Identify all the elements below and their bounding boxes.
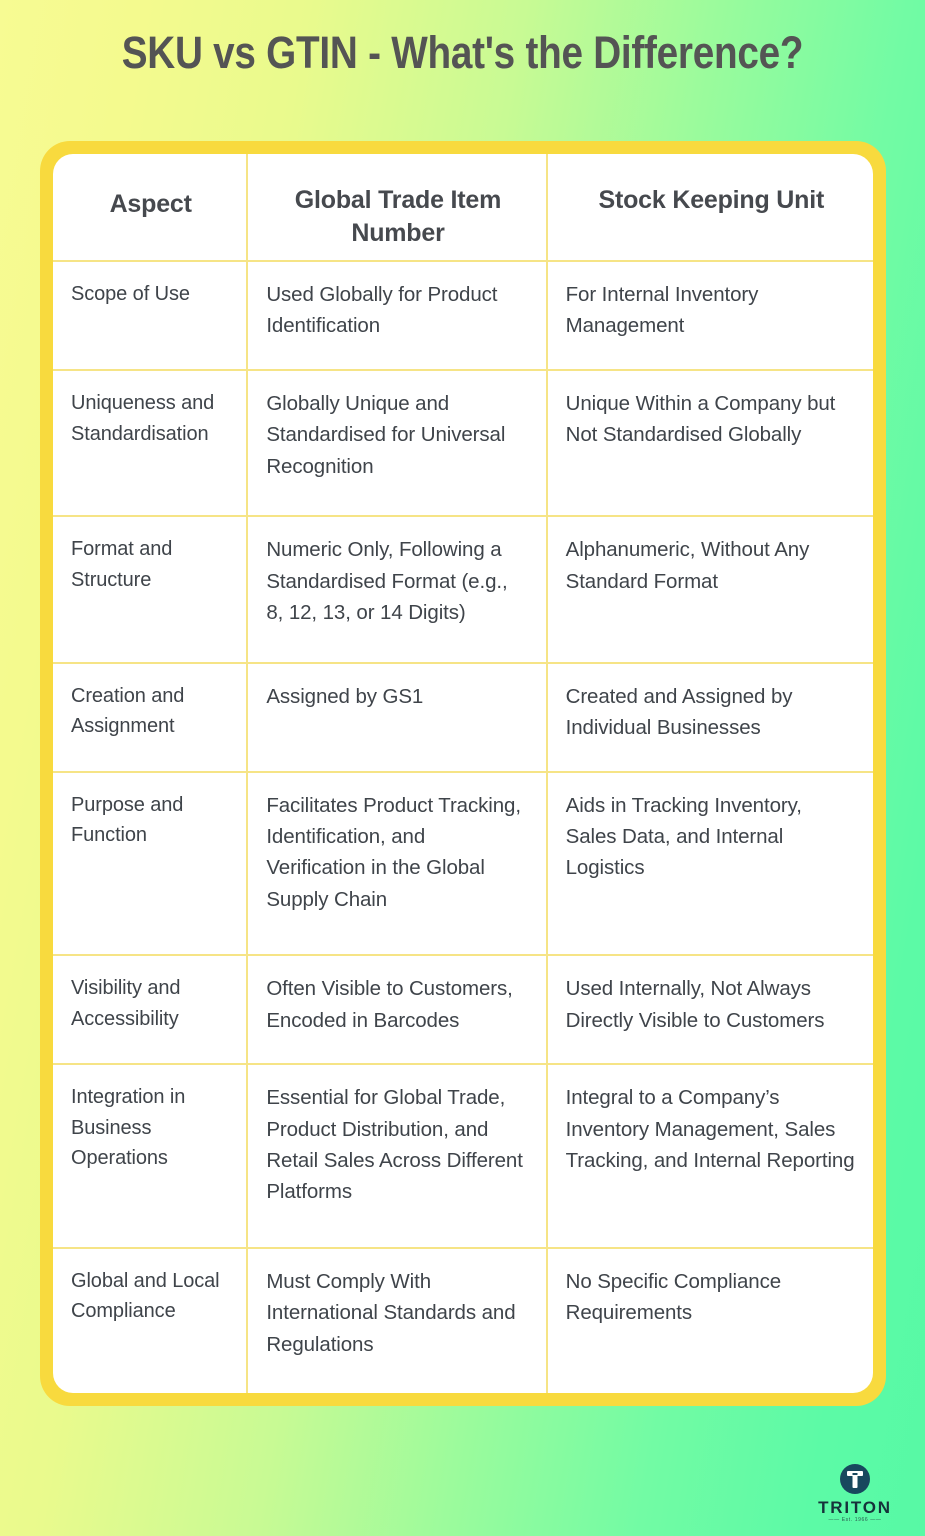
- cell-aspect: Creation and Assignment: [53, 663, 247, 772]
- cell-aspect: Format and Structure: [53, 516, 247, 662]
- triton-badge-icon: [840, 1464, 870, 1494]
- cell-sku: Integral to a Company’s Inventory Management, Sales Tracking, and Internal Reporting: [547, 1064, 873, 1248]
- cell-gtin: Assigned by GS1: [247, 663, 546, 772]
- brand-logo: [807, 1464, 903, 1523]
- comparison-table: [53, 154, 873, 1393]
- column-header-gtin: Global Trade Item Number: [247, 154, 546, 261]
- cell-gtin: Often Visible to Customers, Encoded in Barcodes: [247, 955, 546, 1064]
- cell-gtin: Must Comply With International Standards and Regulations: [247, 1248, 546, 1393]
- column-header-sku: Stock Keeping Unit: [547, 154, 873, 261]
- cell-aspect: Integration in Business Operations: [53, 1064, 247, 1248]
- table-row: [53, 261, 873, 370]
- letter-t-notch: [853, 1473, 858, 1475]
- cell-sku: Unique Within a Company but Not Standardised Globally: [547, 370, 873, 516]
- cell-aspect: Global and Local Compliance: [53, 1248, 247, 1393]
- brand-wordmark: TRITON: [818, 1498, 892, 1517]
- table-row: [53, 663, 873, 772]
- table-header-row: [53, 154, 873, 261]
- column-header-aspect: Aspect: [53, 154, 247, 261]
- cell-gtin: Essential for Global Trade, Product Distribution, and Retail Sales Across Different Platforms: [247, 1064, 546, 1248]
- brand-tagline: —— Est. 1966 ——: [828, 1517, 882, 1523]
- table-row: [53, 955, 873, 1064]
- table-row: [53, 1248, 873, 1393]
- comparison-card: [40, 141, 886, 1406]
- page-title: SKU vs GTIN - What's the Difference?: [121, 27, 804, 78]
- cell-sku: No Specific Compliance Requirements: [565, 1269, 782, 1325]
- cell-sku: Aids in Tracking Inventory, Sales Data, and Internal Logistics: [547, 772, 873, 956]
- table-header: [53, 154, 873, 261]
- table-body: [53, 261, 873, 1393]
- cell-aspect: Visibility and Accessibility: [53, 955, 247, 1064]
- cell-sku: Used Internally, Not Always Directly Visible to Customers: [547, 955, 873, 1064]
- cell-gtin: Used Globally for Product Identification: [247, 261, 546, 370]
- comparison-card-inner: [53, 154, 873, 1393]
- cell-gtin: Numeric Only, Following a Standardised Format (e.g., 8, 12, 13, or 14 Digits): [247, 516, 546, 662]
- table-row: [53, 1064, 873, 1248]
- cell-sku: Alphanumeric, Without Any Standard Format: [547, 516, 873, 662]
- cell-sku: For Internal Inventory Management: [547, 261, 873, 370]
- cell-aspect: Uniqueness and Standardisation: [53, 370, 247, 516]
- cell-gtin: Facilitates Product Tracking, Identification, and Verification in the Global Supply Chain: [247, 772, 546, 956]
- table-row: [53, 516, 873, 662]
- cell-aspect: Scope of Use: [53, 261, 247, 370]
- cell-aspect: Purpose and Function: [53, 772, 247, 956]
- cell-gtin: Globally Unique and Standardised for Universal Recognition: [247, 370, 546, 516]
- table-row: [53, 772, 873, 956]
- table-row: [53, 370, 873, 516]
- cell-sku: Created and Assigned by Individual Businesses: [547, 663, 873, 772]
